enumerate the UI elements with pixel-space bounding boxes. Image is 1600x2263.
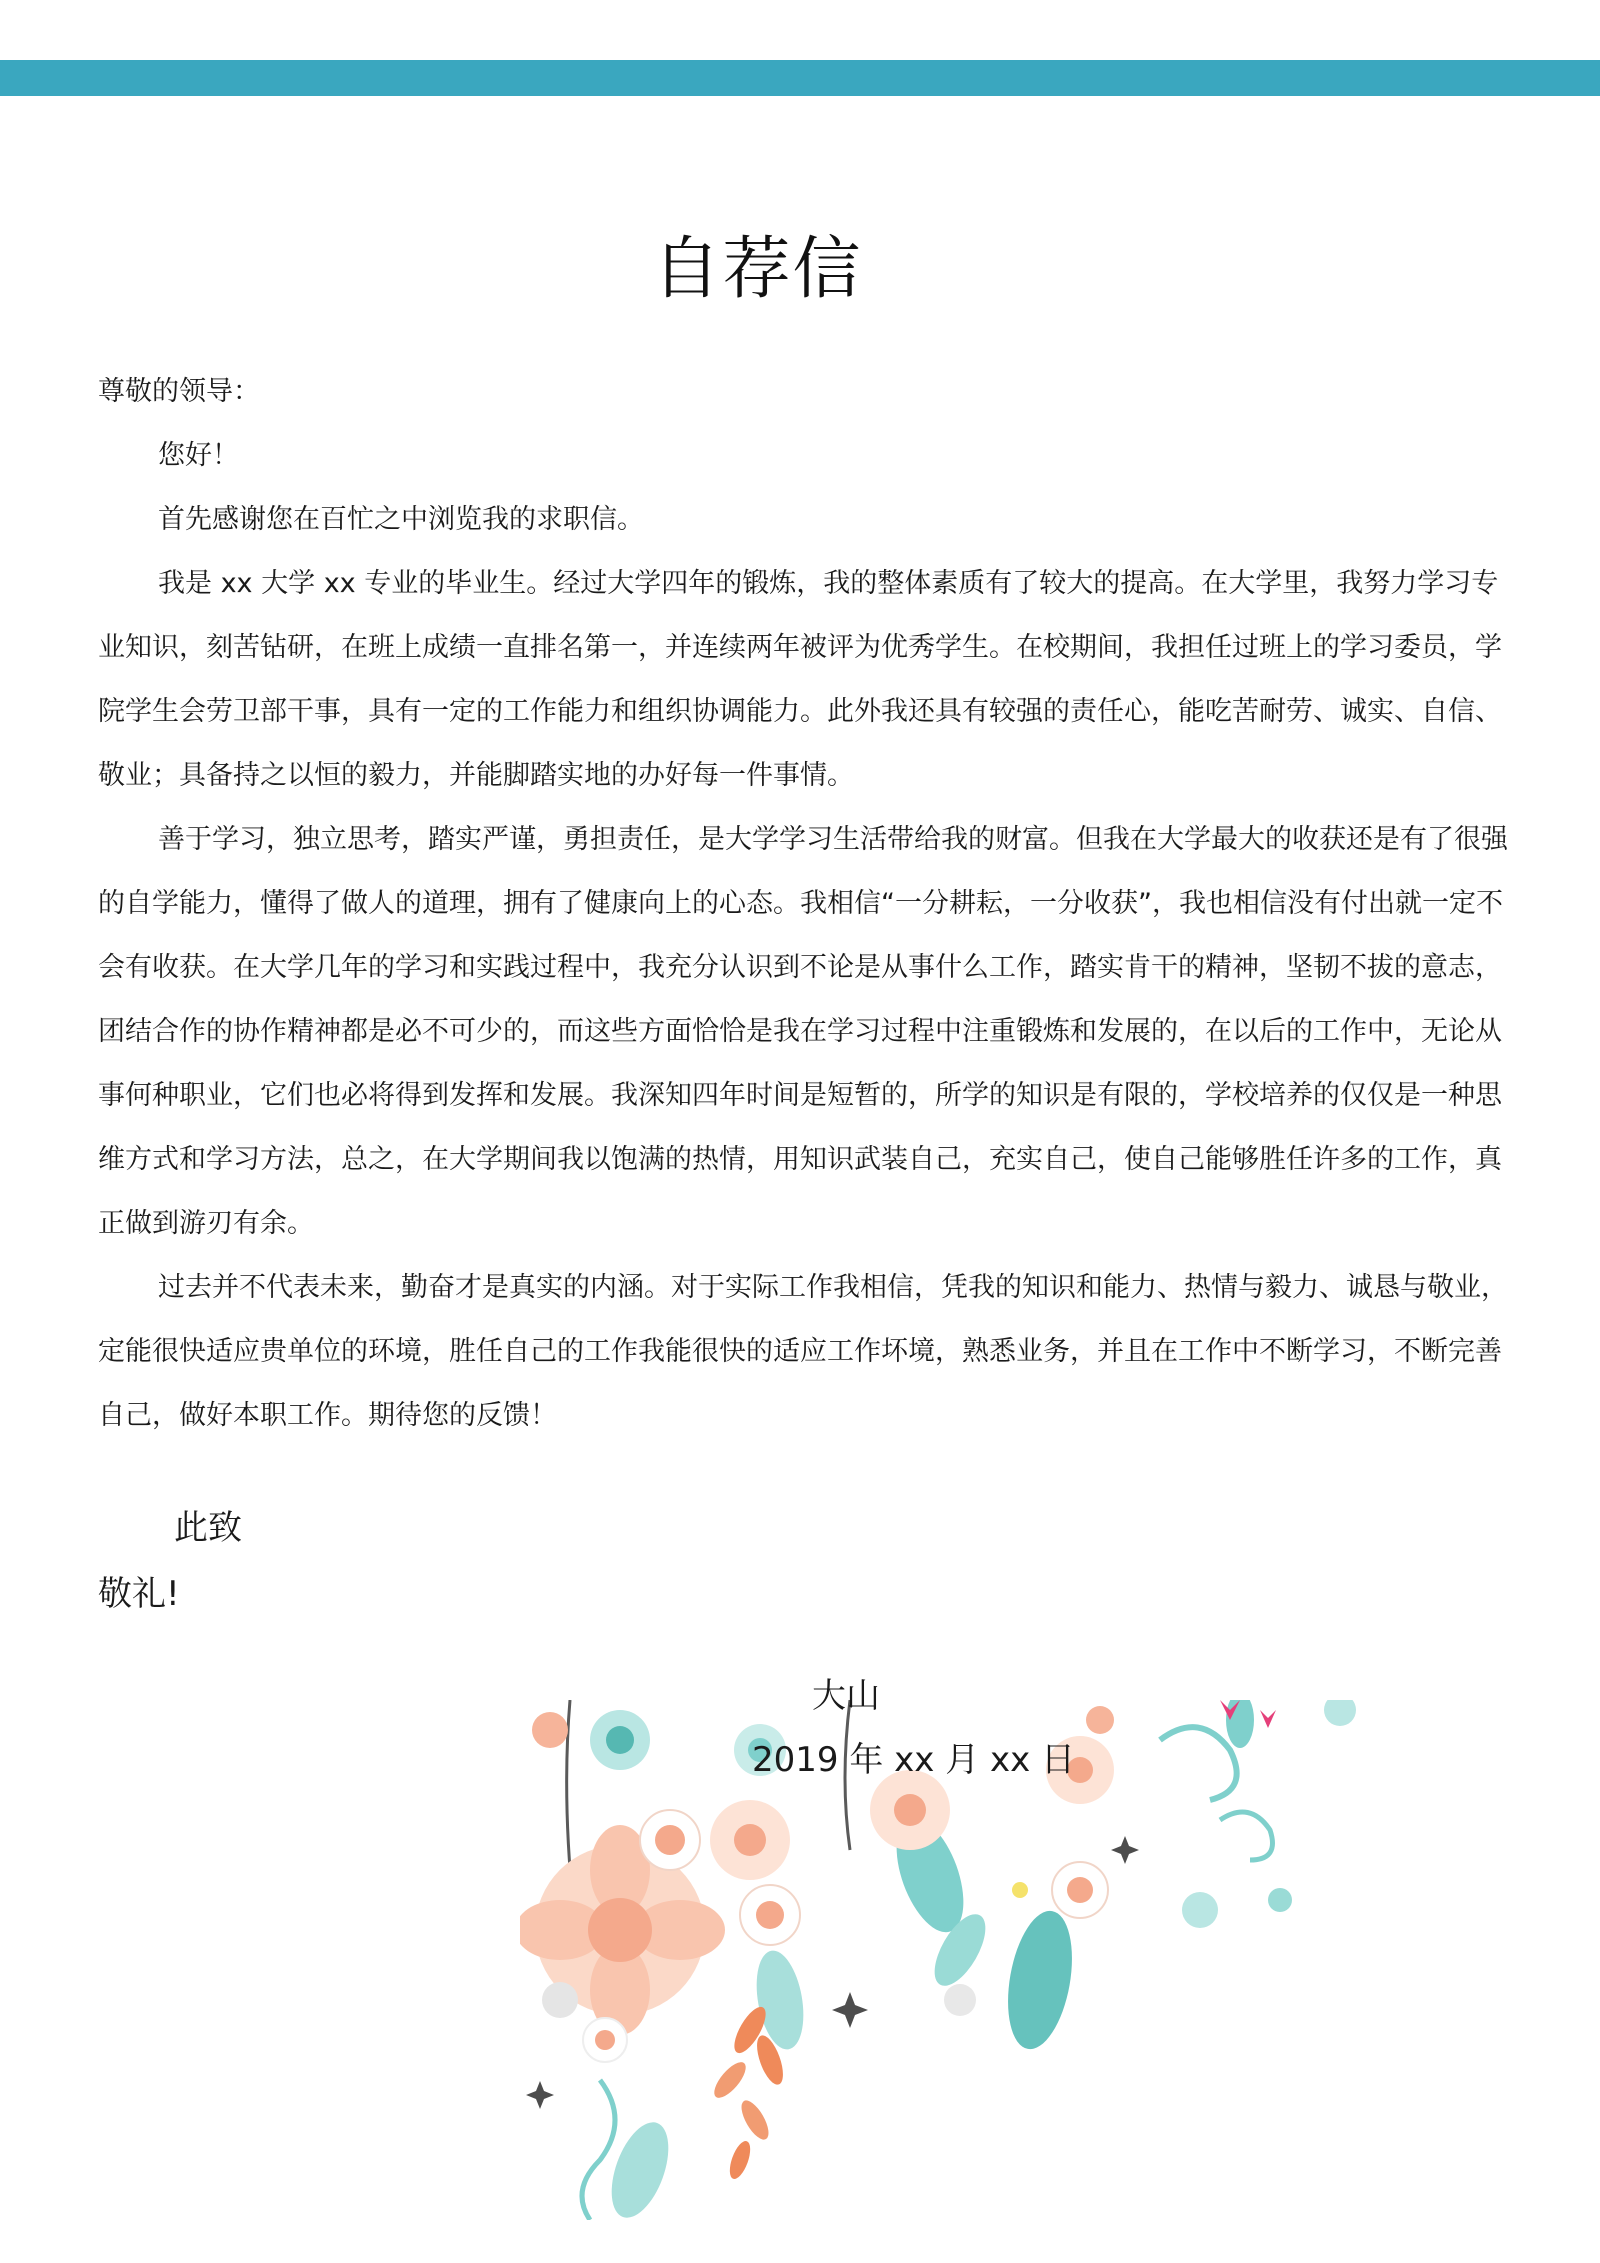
paragraph-future: 过去并不代表未来，勤奋才是真实的内涵。对于实际工作我相信，凭我的知识和能力、热情与毅力、诚恳与敬业，定能很快适应贵单位的环境，胜任自己的工作我能很快的适应工作坏境，熟悉业务，并且在工作中不断学习，不断完善自己，做好本职工作。期待您的反馈！ bbox=[98, 1272, 1508, 1431]
top-accent-bar bbox=[0, 60, 1600, 96]
paragraph-hello: 您好！ bbox=[158, 440, 239, 471]
accent-bar-fill bbox=[0, 60, 1600, 96]
paragraph-intro: 我是 xx 大学 xx 专业的毕业生。经过大学四年的锻炼，我的整体素质有了较大的提高。在大学里，我努力学习专业知识，刻苦钻研，在班上成绩一直排名第一，并连续两年被评为优秀学生。在校期间，我担任过班上的学习委员，学院学生会劳卫部干事，具有一定的工作能力和组织协调能力。此外我还具有较强的责任心，能吃苦耐劳、诚实、自信、敬业；具备持之以恒的毅力，并能脚踏实地的办好每一件事情。 bbox=[98, 568, 1502, 791]
closing-phrase: 此致 bbox=[174, 1508, 242, 1548]
letter-body bbox=[98, 360, 1518, 1448]
salute-phrase: 敬礼! bbox=[98, 1574, 180, 1614]
greeting: 尊敬的领导： bbox=[98, 376, 260, 407]
paragraph-learning: 善于学习，独立思考，踏实严谨，勇担责任，是大学学习生活带给我的财富。但我在大学最大的收获还是有了很强的自学能力，懂得了做人的道理，拥有了健康向上的心态。我相信“一分耕耘，一分收获”，我也相信没有付出就一定不会有收获。在大学几年的学习和实践过程中，我充分认识到不论是从事什么工作，踏实肯干的精神，坚韧不拔的意志，团结合作的协作精神都是必不可少的，而这些方面恰恰是我在学习过程中注重锻炼和发展的，在以后的工作中，无论从事何种职业，它们也必将得到发挥和发展。我深知四年时间是短暂的，所学的知识是有限的，学校培养的仅仅是一种思维方式和学习方法，总之，在大学期间我以饱满的热情，用知识武装自己，充实自己，使自己能够胜任许多的工作，真正做到游刃有余。 bbox=[98, 824, 1508, 1239]
paragraph-thanks: 首先感谢您在百忙之中浏览我的求职信。 bbox=[158, 504, 644, 535]
signature-name: 大山 bbox=[812, 1676, 880, 1716]
page-title: 自荐信 bbox=[652, 230, 863, 309]
signature-date: 2019 年 xx 月 xx 日 bbox=[752, 1740, 1076, 1780]
